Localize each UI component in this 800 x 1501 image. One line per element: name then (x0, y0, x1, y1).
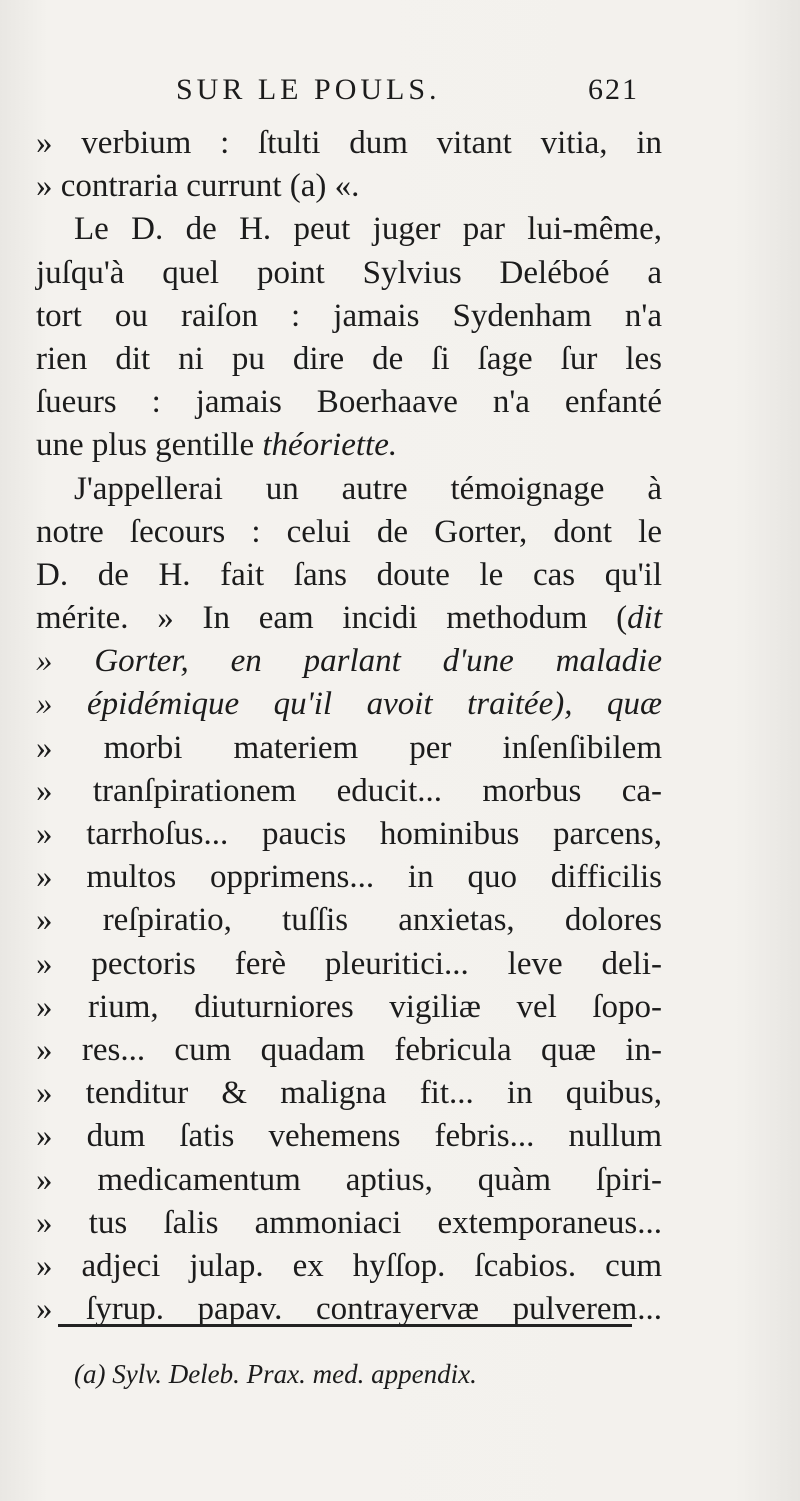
footnote: (a) Sylv. Deleb. Prax. med. appendix. (74, 1359, 477, 1389)
text-line: ſueurs : jamais Boerhaave n'a enfanté (36, 384, 662, 421)
text-line: » res... cum quadam febricula quæ in- (36, 1031, 662, 1068)
text-line: » adjeci julap. ex hyſſop. ſcabios. cum (36, 1247, 662, 1284)
text-line: » dum ſatis vehemens febris... nullum (36, 1118, 662, 1155)
text-line (36, 597, 662, 640)
text-line: » épidémique qu'il avoit traitée), quæ (36, 686, 662, 723)
italic-word: théoriette. (262, 427, 398, 464)
text-line: » tus ſalis ammoniaci extemporaneus... (36, 1204, 662, 1241)
text-line: » tranſpirationem educit... morbus ca- (36, 772, 662, 809)
text-line: tort ou raiſon : jamais Sydenham n'a (36, 297, 662, 334)
italic-word: dit (627, 600, 662, 637)
text-line: » multos opprimens... in quo difficilis (36, 859, 662, 896)
text-line: » morbi materiem per inſenſibilem (36, 729, 662, 766)
text-line: » Gorter, en parlant d'une maladie (36, 643, 662, 680)
text-line: Le D. de H. peut juger par lui-même, (74, 211, 662, 248)
footnote-rule (58, 1324, 632, 1327)
text-line (36, 424, 662, 467)
text-line: » reſpiratio, tuſſis anxietas, dolores (36, 902, 662, 939)
text-line-part: mérite. » In eam incidi methodum ( (36, 600, 628, 637)
text-line: juſqu'à quel point Sylvius Deléboé a (36, 254, 662, 291)
text-line: » tenditur & maligna fit... in quibus, (36, 1075, 662, 1112)
text-line: » contraria currunt (a) «. (36, 168, 360, 205)
running-head (0, 70, 800, 110)
text-line-part: une plus gentille (36, 427, 263, 464)
text-line: » ſyrup. papav. contrayervæ pulverem... (36, 1291, 662, 1328)
running-title: SUR LE POULS. (176, 73, 441, 106)
text-line: » pectoris ferè pleuritici... leve deli- (36, 945, 662, 982)
text-line: D. de H. fait ſans doute le cas qu'il (36, 556, 662, 593)
text-line: » tarrhoſus... paucis hominibus parcens, (36, 816, 662, 852)
text-line: » verbium : ſtulti dum vitant vitia, in (36, 125, 662, 161)
text-line: » medicamentum aptius, quàm ſpiri- (36, 1161, 662, 1198)
text-line: » rium, diuturniores vigiliæ vel ſopo- (36, 988, 662, 1025)
text-line: notre ſecours : celui de Gorter, dont le (36, 513, 662, 550)
page-number: 621 (588, 73, 639, 106)
body-text (36, 122, 662, 1331)
text-line: rien dit ni pu dire de ſi ſage ſur les (36, 340, 662, 377)
text-line: J'appellerai un autre témoignage à (74, 470, 662, 507)
